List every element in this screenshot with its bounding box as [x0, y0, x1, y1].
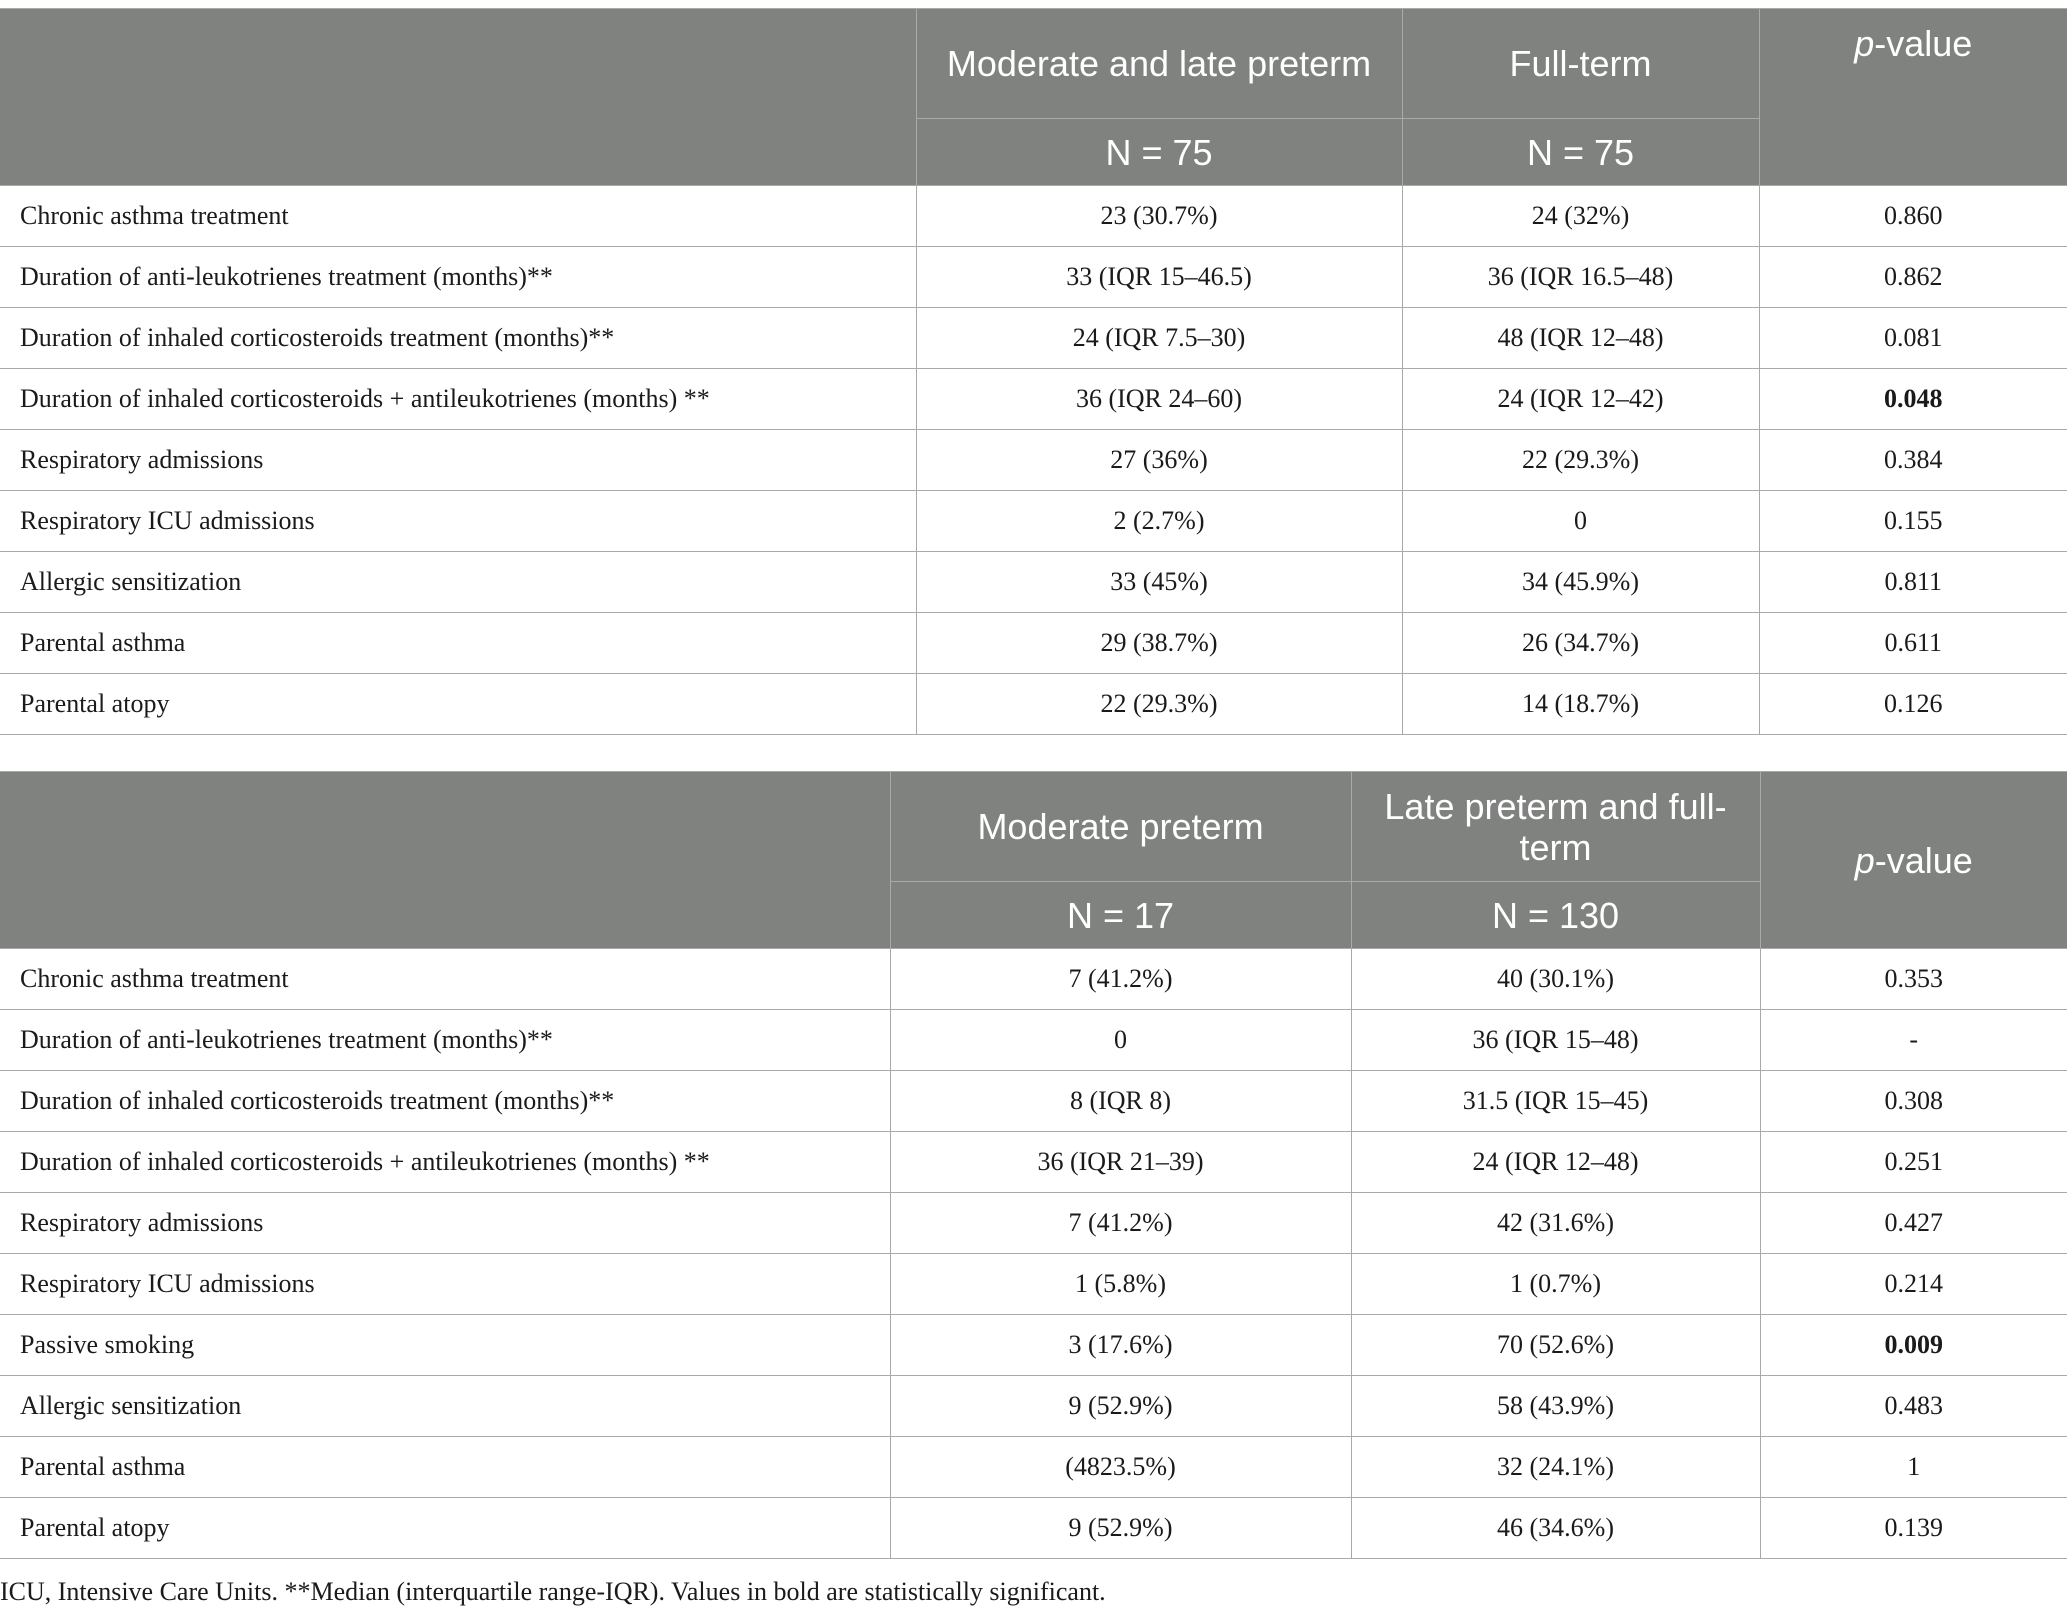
group-a-value: 3 (17.6%): [890, 1315, 1351, 1376]
p-value-header: [1760, 772, 2067, 949]
table-row: [0, 1193, 2067, 1254]
n-moderate-preterm: N = 17: [890, 882, 1351, 949]
row-label: Chronic asthma treatment: [0, 186, 916, 247]
row-label: Allergic sensitization: [0, 1376, 890, 1437]
group-b-value: 14 (18.7%): [1402, 674, 1759, 735]
row-label: Chronic asthma treatment: [0, 949, 890, 1010]
p-value-significant: 0.048: [1759, 369, 2067, 430]
p-value: -: [1760, 1010, 2067, 1071]
row-label-header: [0, 772, 890, 949]
group-b-value: 32 (24.1%): [1351, 1437, 1760, 1498]
p-value: 0.139: [1760, 1498, 2067, 1559]
p-suffix: -value: [1874, 23, 1973, 64]
table-row: [0, 1376, 2067, 1437]
row-label: Parental asthma: [0, 1437, 890, 1498]
p-value: 0.483: [1760, 1376, 2067, 1437]
table-row: [0, 1315, 2067, 1376]
group-a-value: 7 (41.2%): [890, 1193, 1351, 1254]
p-suffix: -value: [1874, 839, 1973, 881]
group-b-value: 46 (34.6%): [1351, 1498, 1760, 1559]
row-label: Duration of inhaled corticosteroids + antileukotrienes (months) **: [0, 369, 916, 430]
table-row: [0, 491, 2067, 552]
table-row: [0, 430, 2067, 491]
group-a-value: (4823.5%): [890, 1437, 1351, 1498]
group-b-value: 24 (32%): [1402, 186, 1759, 247]
p-value: 0.427: [1760, 1193, 2067, 1254]
comparison-table-1: [0, 8, 2067, 735]
group-b-value: 42 (31.6%): [1351, 1193, 1760, 1254]
group-b-value: 0: [1402, 491, 1759, 552]
group-a-value: 23 (30.7%): [916, 186, 1402, 247]
table-row: [0, 308, 2067, 369]
row-label: Respiratory ICU admissions: [0, 491, 916, 552]
group-b-value: 58 (43.9%): [1351, 1376, 1760, 1437]
p-value: 0.384: [1759, 430, 2067, 491]
comparison-table-2: [0, 771, 2067, 1559]
group-a-value: 33 (IQR 15–46.5): [916, 247, 1402, 308]
p-value: 0.611: [1759, 613, 2067, 674]
n-late-preterm-full-term: N = 130: [1351, 882, 1760, 949]
p-value-significant: 0.009: [1760, 1315, 2067, 1376]
group-a-value: 2 (2.7%): [916, 491, 1402, 552]
row-label: Duration of anti-leukotrienes treatment (months)**: [0, 247, 916, 308]
row-label: Parental atopy: [0, 1498, 890, 1559]
group-a-value: 36 (IQR 24–60): [916, 369, 1402, 430]
table-row: [0, 1498, 2067, 1559]
p-value: 0.860: [1759, 186, 2067, 247]
p-value: 0.308: [1760, 1071, 2067, 1132]
group-b-value: 34 (45.9%): [1402, 552, 1759, 613]
group-b-value: 24 (IQR 12–48): [1351, 1132, 1760, 1193]
group-b-value: 70 (52.6%): [1351, 1315, 1760, 1376]
p-letter: p: [1854, 839, 1875, 881]
row-label-header: [0, 9, 916, 186]
group-b-value: 31.5 (IQR 15–45): [1351, 1071, 1760, 1132]
group-header-moderate-preterm: Moderate preterm: [890, 772, 1351, 882]
row-label: Duration of anti-leukotrienes treatment (months)**: [0, 1010, 890, 1071]
table-row: [0, 552, 2067, 613]
p-value: 0.251: [1760, 1132, 2067, 1193]
row-label: Passive smoking: [0, 1315, 890, 1376]
group-a-value: 24 (IQR 7.5–30): [916, 308, 1402, 369]
group-a-value: 27 (36%): [916, 430, 1402, 491]
table-footnote: ICU, Intensive Care Units. **Median (interquartile range-IQR). Values in bold are statistically significant.: [0, 1577, 1106, 1606]
group-a-value: 0: [890, 1010, 1351, 1071]
p-value: 0.862: [1759, 247, 2067, 308]
table-row: [0, 247, 2067, 308]
row-label: Parental asthma: [0, 613, 916, 674]
group-b-value: 36 (IQR 16.5–48): [1402, 247, 1759, 308]
row-label: Duration of inhaled corticosteroids treatment (months)**: [0, 1071, 890, 1132]
table-row: [0, 1071, 2067, 1132]
group-a-value: 36 (IQR 21–39): [890, 1132, 1351, 1193]
group-b-value: 40 (30.1%): [1351, 949, 1760, 1010]
table-row: [0, 613, 2067, 674]
table-row: [0, 674, 2067, 735]
row-label: Duration of inhaled corticosteroids + antileukotrienes (months) **: [0, 1132, 890, 1193]
p-value: 0.811: [1759, 552, 2067, 613]
p-value-header: [1759, 9, 2067, 186]
group-b-value: 48 (IQR 12–48): [1402, 308, 1759, 369]
row-label: Allergic sensitization: [0, 552, 916, 613]
n-moderate-late-preterm: N = 75: [916, 119, 1402, 186]
group-a-value: 9 (52.9%): [890, 1376, 1351, 1437]
group-b-value: 26 (34.7%): [1402, 613, 1759, 674]
group-a-value: 7 (41.2%): [890, 949, 1351, 1010]
group-b-value: 22 (29.3%): [1402, 430, 1759, 491]
p-value: 0.214: [1760, 1254, 2067, 1315]
group-header-moderate-late-preterm: Moderate and late preterm: [916, 9, 1402, 119]
p-value: 0.081: [1759, 308, 2067, 369]
group-b-value: 1 (0.7%): [1351, 1254, 1760, 1315]
group-a-value: 1 (5.8%): [890, 1254, 1351, 1315]
table-row: [0, 1437, 2067, 1498]
table-row: [0, 369, 2067, 430]
row-label: Parental atopy: [0, 674, 916, 735]
table-row: [0, 1132, 2067, 1193]
group-b-value: 24 (IQR 12–42): [1402, 369, 1759, 430]
group-a-value: 29 (38.7%): [916, 613, 1402, 674]
table-row: [0, 949, 2067, 1010]
p-value: 0.126: [1759, 674, 2067, 735]
p-value: 0.353: [1760, 949, 2067, 1010]
group-header-late-preterm-full-term: Late preterm and full-term: [1351, 772, 1760, 882]
row-label: Respiratory ICU admissions: [0, 1254, 890, 1315]
n-full-term: N = 75: [1402, 119, 1759, 186]
group-a-value: 33 (45%): [916, 552, 1402, 613]
p-value: 1: [1760, 1437, 2067, 1498]
table-row: [0, 1254, 2067, 1315]
group-a-value: 22 (29.3%): [916, 674, 1402, 735]
group-b-value: 36 (IQR 15–48): [1351, 1010, 1760, 1071]
row-label: Respiratory admissions: [0, 430, 916, 491]
group-header-full-term: Full-term: [1402, 9, 1759, 119]
table-row: [0, 186, 2067, 247]
group-a-value: 8 (IQR 8): [890, 1071, 1351, 1132]
p-value: 0.155: [1759, 491, 2067, 552]
table-row: [0, 1010, 2067, 1071]
group-a-value: 9 (52.9%): [890, 1498, 1351, 1559]
row-label: Duration of inhaled corticosteroids treatment (months)**: [0, 308, 916, 369]
row-label: Respiratory admissions: [0, 1193, 890, 1254]
p-letter: p: [1854, 23, 1875, 64]
